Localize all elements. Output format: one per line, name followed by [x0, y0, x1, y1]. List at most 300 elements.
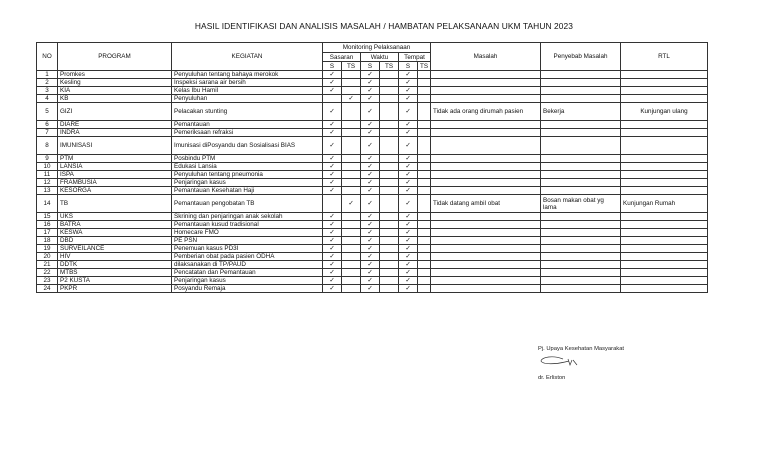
check-sasaran-s — [323, 221, 342, 229]
check-sasaran-ts — [342, 187, 361, 195]
check-sasaran-ts — [342, 79, 361, 87]
check-icon: ✓ — [367, 121, 373, 128]
row-no: 10 — [37, 163, 58, 171]
header-waktu-ts: TS — [380, 62, 399, 71]
check-icon: ✓ — [405, 163, 411, 170]
row-program: DDTK — [58, 261, 172, 269]
check-icon: ✓ — [405, 155, 411, 162]
row-program: KESORGA — [58, 187, 172, 195]
table-row — [37, 261, 708, 269]
check-sasaran-ts — [342, 229, 361, 237]
check-waktu-s — [361, 229, 380, 237]
check-tempat-ts — [418, 163, 431, 171]
check-waktu-s — [361, 129, 380, 137]
check-icon: ✓ — [367, 229, 373, 236]
check-sasaran-s — [323, 269, 342, 277]
row-masalah — [431, 261, 541, 269]
check-sasaran-s — [323, 121, 342, 129]
check-icon: ✓ — [329, 71, 335, 78]
check-waktu-s — [361, 285, 380, 293]
check-waktu-s — [361, 213, 380, 221]
row-program: MTBS — [58, 269, 172, 277]
check-waktu-s — [361, 261, 380, 269]
check-icon: ✓ — [367, 129, 373, 136]
row-penyebab — [541, 71, 621, 79]
check-sasaran-ts — [342, 221, 361, 229]
check-sasaran-s — [323, 187, 342, 195]
check-sasaran-ts — [342, 269, 361, 277]
row-kegiatan: Pemantauan Kesehatan Haji — [172, 187, 323, 195]
check-icon: ✓ — [367, 245, 373, 252]
row-program: FRAMBUSIA — [58, 179, 172, 187]
check-icon: ✓ — [405, 179, 411, 186]
check-waktu-ts — [380, 163, 399, 171]
check-tempat-ts — [418, 87, 431, 95]
check-sasaran-s — [323, 277, 342, 285]
check-waktu-s — [361, 195, 380, 213]
check-sasaran-ts — [342, 245, 361, 253]
check-waktu-ts — [380, 285, 399, 293]
check-icon: ✓ — [367, 253, 373, 260]
table-row — [37, 213, 708, 221]
check-sasaran-ts — [342, 195, 361, 213]
check-tempat-s — [399, 187, 418, 195]
row-kegiatan: Penyuluhan tentang bahaya merokok — [172, 71, 323, 79]
check-tempat-s — [399, 129, 418, 137]
check-tempat-s — [399, 103, 418, 121]
row-masalah: Tidak ada orang dirumah pasien — [431, 103, 541, 121]
check-icon: ✓ — [405, 142, 411, 149]
check-tempat-ts — [418, 253, 431, 261]
check-waktu-ts — [380, 229, 399, 237]
row-masalah — [431, 163, 541, 171]
table-row — [37, 95, 708, 103]
check-tempat-s — [399, 71, 418, 79]
check-tempat-s — [399, 253, 418, 261]
check-waktu-ts — [380, 261, 399, 269]
table-row — [37, 237, 708, 245]
check-sasaran-ts — [342, 137, 361, 155]
check-tempat-ts — [418, 261, 431, 269]
row-kegiatan: Posbindu PTM — [172, 155, 323, 163]
check-sasaran-s — [323, 171, 342, 179]
check-waktu-ts — [380, 79, 399, 87]
header-sasaran-ts: TS — [342, 62, 361, 71]
check-waktu-ts — [380, 121, 399, 129]
check-sasaran-ts — [342, 179, 361, 187]
check-sasaran-ts — [342, 261, 361, 269]
row-no: 12 — [37, 179, 58, 187]
check-icon: ✓ — [329, 121, 335, 128]
check-sasaran-ts — [342, 121, 361, 129]
check-waktu-ts — [380, 171, 399, 179]
check-icon: ✓ — [329, 171, 335, 178]
check-icon: ✓ — [367, 221, 373, 228]
row-no: 18 — [37, 237, 58, 245]
check-sasaran-ts — [342, 71, 361, 79]
check-sasaran-ts — [342, 103, 361, 121]
check-icon: ✓ — [405, 213, 411, 220]
check-tempat-s — [399, 171, 418, 179]
row-penyebab — [541, 137, 621, 155]
check-icon: ✓ — [405, 71, 411, 78]
check-sasaran-s — [323, 71, 342, 79]
header-kegiatan: KEGIATAN — [172, 43, 323, 71]
header-tempat-ts: TS — [418, 62, 431, 71]
check-icon: ✓ — [329, 87, 335, 94]
check-tempat-ts — [418, 237, 431, 245]
row-program: GIZI — [58, 103, 172, 121]
check-icon: ✓ — [329, 155, 335, 162]
check-sasaran-ts — [342, 129, 361, 137]
row-penyebab — [541, 245, 621, 253]
header-sasaran-s: S — [323, 62, 342, 71]
check-tempat-ts — [418, 221, 431, 229]
row-no: 7 — [37, 129, 58, 137]
check-waktu-s — [361, 103, 380, 121]
check-tempat-s — [399, 87, 418, 95]
row-rtl — [621, 87, 708, 95]
check-waktu-s — [361, 79, 380, 87]
check-icon: ✓ — [367, 277, 373, 284]
row-program: BATRA — [58, 221, 172, 229]
check-waktu-ts — [380, 213, 399, 221]
check-sasaran-s — [323, 237, 342, 245]
check-sasaran-s — [323, 285, 342, 293]
check-tempat-s — [399, 245, 418, 253]
table-row — [37, 79, 708, 87]
check-waktu-s — [361, 269, 380, 277]
row-program: PKPR — [58, 285, 172, 293]
table-row — [37, 195, 708, 213]
signature-block — [538, 346, 624, 381]
check-icon: ✓ — [329, 269, 335, 276]
row-no: 22 — [37, 269, 58, 277]
row-program: LANSIA — [58, 163, 172, 171]
table-row — [37, 187, 708, 195]
check-sasaran-ts — [342, 277, 361, 285]
check-icon: ✓ — [367, 79, 373, 86]
check-icon: ✓ — [405, 277, 411, 284]
row-kegiatan: Pemeriksaan refraksi — [172, 129, 323, 137]
row-kegiatan: Penjaringan kasus — [172, 277, 323, 285]
check-sasaran-s — [323, 95, 342, 103]
check-icon: ✓ — [405, 79, 411, 86]
row-kegiatan: Posyandu Remaja — [172, 285, 323, 293]
check-icon: ✓ — [367, 261, 373, 268]
row-kegiatan: Edukasi Lansia — [172, 163, 323, 171]
check-icon: ✓ — [329, 221, 335, 228]
check-waktu-s — [361, 155, 380, 163]
row-kegiatan: Homecare FMO — [172, 229, 323, 237]
check-icon: ✓ — [405, 129, 411, 136]
row-kegiatan: Pemantauan pengobatan TB — [172, 195, 323, 213]
check-waktu-ts — [380, 253, 399, 261]
row-no: 23 — [37, 277, 58, 285]
table-row — [37, 253, 708, 261]
row-penyebab — [541, 129, 621, 137]
check-icon: ✓ — [329, 163, 335, 170]
row-masalah — [431, 229, 541, 237]
row-kegiatan: PE PSN — [172, 237, 323, 245]
check-icon: ✓ — [405, 187, 411, 194]
check-icon: ✓ — [329, 108, 335, 115]
check-tempat-s — [399, 285, 418, 293]
check-waktu-ts — [380, 71, 399, 79]
check-tempat-s — [399, 261, 418, 269]
row-kegiatan: Penyuluhan tentang pneumonia — [172, 171, 323, 179]
check-tempat-ts — [418, 179, 431, 187]
row-penyebab: Bosan makan obat yg lama — [541, 195, 621, 213]
ukm-analysis-table — [36, 42, 708, 293]
row-rtl: Kunjungan ulang — [621, 103, 708, 121]
row-masalah — [431, 213, 541, 221]
row-rtl — [621, 79, 708, 87]
row-masalah — [431, 245, 541, 253]
row-program: P2 KUSTA — [58, 277, 172, 285]
check-tempat-ts — [418, 71, 431, 79]
header-monitoring: Monitoring Pelaksanaan — [323, 43, 431, 53]
check-tempat-ts — [418, 103, 431, 121]
row-rtl — [621, 155, 708, 163]
check-tempat-ts — [418, 213, 431, 221]
check-waktu-ts — [380, 277, 399, 285]
signature-role: Pj. Upaya Kesehatan Masyarakat — [538, 346, 625, 352]
check-tempat-ts — [418, 129, 431, 137]
row-penyebab — [541, 285, 621, 293]
check-tempat-ts — [418, 245, 431, 253]
check-tempat-s — [399, 95, 418, 103]
check-tempat-ts — [418, 285, 431, 293]
row-rtl — [621, 71, 708, 79]
check-waktu-s — [361, 179, 380, 187]
check-sasaran-s — [323, 155, 342, 163]
header-sasaran: Sasaran — [323, 53, 361, 62]
row-kegiatan: Pencatatan dan Pemantauan — [172, 269, 323, 277]
check-sasaran-s — [323, 261, 342, 269]
table-row — [37, 87, 708, 95]
check-sasaran-ts — [342, 237, 361, 245]
row-kegiatan: Pemantauan — [172, 121, 323, 129]
row-masalah — [431, 87, 541, 95]
check-icon: ✓ — [405, 87, 411, 94]
check-icon: ✓ — [329, 237, 335, 244]
check-sasaran-s — [323, 229, 342, 237]
check-tempat-s — [399, 269, 418, 277]
check-waktu-ts — [380, 137, 399, 155]
row-penyebab — [541, 269, 621, 277]
check-waktu-ts — [380, 245, 399, 253]
check-icon: ✓ — [405, 200, 411, 207]
row-program: DIARE — [58, 121, 172, 129]
check-sasaran-s — [323, 253, 342, 261]
table-row — [37, 285, 708, 293]
row-kegiatan: Inspeksi sarana air bersih — [172, 79, 323, 87]
row-penyebab: Bekerja — [541, 103, 621, 121]
check-tempat-s — [399, 229, 418, 237]
row-kegiatan: Kelas Ibu Hamil — [172, 87, 323, 95]
check-sasaran-s — [323, 179, 342, 187]
check-icon: ✓ — [405, 285, 411, 292]
check-tempat-s — [399, 221, 418, 229]
row-penyebab — [541, 229, 621, 237]
row-masalah — [431, 121, 541, 129]
check-waktu-ts — [380, 103, 399, 121]
check-icon: ✓ — [329, 129, 335, 136]
check-sasaran-ts — [342, 163, 361, 171]
row-rtl — [621, 187, 708, 195]
row-kegiatan: Imunisasi diPosyandu dan Sosialisasi BIAS — [172, 137, 323, 155]
check-icon: ✓ — [367, 171, 373, 178]
row-rtl — [621, 179, 708, 187]
check-icon: ✓ — [405, 108, 411, 115]
check-icon: ✓ — [405, 229, 411, 236]
check-tempat-ts — [418, 187, 431, 195]
check-icon: ✓ — [329, 179, 335, 186]
row-no: 17 — [37, 229, 58, 237]
row-masalah — [431, 171, 541, 179]
table-row — [37, 129, 708, 137]
check-waktu-s — [361, 221, 380, 229]
row-rtl: Kunjungan Rumah — [621, 195, 708, 213]
row-masalah — [431, 285, 541, 293]
row-rtl — [621, 261, 708, 269]
row-no: 8 — [37, 137, 58, 155]
check-icon: ✓ — [367, 95, 373, 102]
row-rtl — [621, 213, 708, 221]
check-waktu-s — [361, 253, 380, 261]
check-icon: ✓ — [367, 179, 373, 186]
table-row — [37, 137, 708, 155]
check-sasaran-ts — [342, 171, 361, 179]
check-icon: ✓ — [405, 121, 411, 128]
check-waktu-s — [361, 245, 380, 253]
document-title: HASIL IDENTIFIKASI DAN ANALISIS MASALAH / HAMBATAN PELAKSANAAN UKM TAHUN 2023 — [194, 21, 574, 31]
check-tempat-ts — [418, 155, 431, 163]
check-sasaran-ts — [342, 213, 361, 221]
row-no: 9 — [37, 155, 58, 163]
row-no: 19 — [37, 245, 58, 253]
row-program: SURVEILANCE — [58, 245, 172, 253]
row-kegiatan: Pemantauan kusud tradisional — [172, 221, 323, 229]
row-no: 21 — [37, 261, 58, 269]
row-masalah — [431, 253, 541, 261]
check-waktu-s — [361, 95, 380, 103]
row-kegiatan: Pelacakan stunting — [172, 103, 323, 121]
row-kegiatan: Skrining dan penjaringan anak sekolah — [172, 213, 323, 221]
row-rtl — [621, 285, 708, 293]
check-sasaran-ts — [342, 87, 361, 95]
row-masalah — [431, 269, 541, 277]
table-row — [37, 103, 708, 121]
check-icon: ✓ — [329, 245, 335, 252]
check-sasaran-s — [323, 87, 342, 95]
table-row — [37, 171, 708, 179]
check-sasaran-ts — [342, 285, 361, 293]
row-masalah: Tidak datang ambil obat — [431, 195, 541, 213]
check-sasaran-s — [323, 129, 342, 137]
row-masalah — [431, 277, 541, 285]
check-icon: ✓ — [405, 269, 411, 276]
row-penyebab — [541, 261, 621, 269]
header-waktu: Waktu — [361, 53, 399, 62]
check-icon: ✓ — [367, 187, 373, 194]
check-icon: ✓ — [405, 221, 411, 228]
check-waktu-ts — [380, 187, 399, 195]
check-waktu-s — [361, 137, 380, 155]
check-icon: ✓ — [329, 277, 335, 284]
signature-name: dr. Erliston — [538, 375, 566, 381]
row-rtl — [621, 129, 708, 137]
row-no: 13 — [37, 187, 58, 195]
table-row — [37, 121, 708, 129]
table-row — [37, 71, 708, 79]
check-tempat-s — [399, 137, 418, 155]
check-icon: ✓ — [367, 155, 373, 162]
row-program: HIV — [58, 253, 172, 261]
check-sasaran-s — [323, 137, 342, 155]
check-icon: ✓ — [329, 213, 335, 220]
check-icon: ✓ — [367, 163, 373, 170]
row-penyebab — [541, 171, 621, 179]
row-kegiatan: Penemuan kasus PD3I — [172, 245, 323, 253]
check-waktu-ts — [380, 95, 399, 103]
row-masalah — [431, 155, 541, 163]
row-program: Promkes — [58, 71, 172, 79]
row-penyebab — [541, 237, 621, 245]
check-icon: ✓ — [329, 285, 335, 292]
row-no: 11 — [37, 171, 58, 179]
row-no: 15 — [37, 213, 58, 221]
row-program: KESWA — [58, 229, 172, 237]
check-icon: ✓ — [367, 71, 373, 78]
row-penyebab — [541, 79, 621, 87]
row-no: 2 — [37, 79, 58, 87]
check-sasaran-s — [323, 195, 342, 213]
check-sasaran-s — [323, 163, 342, 171]
check-icon: ✓ — [329, 253, 335, 260]
row-rtl — [621, 269, 708, 277]
row-penyebab — [541, 179, 621, 187]
check-icon: ✓ — [367, 200, 373, 207]
row-rtl — [621, 121, 708, 129]
check-waktu-s — [361, 87, 380, 95]
check-sasaran-s — [323, 79, 342, 87]
row-program: INDRA — [58, 129, 172, 137]
check-icon: ✓ — [367, 108, 373, 115]
row-masalah — [431, 137, 541, 155]
check-tempat-ts — [418, 229, 431, 237]
row-rtl — [621, 253, 708, 261]
header-program: PROGRAM — [58, 43, 172, 71]
row-penyebab — [541, 213, 621, 221]
check-tempat-ts — [418, 79, 431, 87]
check-icon: ✓ — [329, 79, 335, 86]
check-waktu-s — [361, 121, 380, 129]
row-penyebab — [541, 95, 621, 103]
check-tempat-s — [399, 79, 418, 87]
row-rtl — [621, 171, 708, 179]
row-penyebab — [541, 253, 621, 261]
check-sasaran-ts — [342, 253, 361, 261]
check-icon: ✓ — [348, 95, 354, 102]
check-tempat-s — [399, 213, 418, 221]
row-masalah — [431, 187, 541, 195]
row-masalah — [431, 79, 541, 87]
check-tempat-s — [399, 155, 418, 163]
check-tempat-ts — [418, 195, 431, 213]
check-tempat-s — [399, 237, 418, 245]
